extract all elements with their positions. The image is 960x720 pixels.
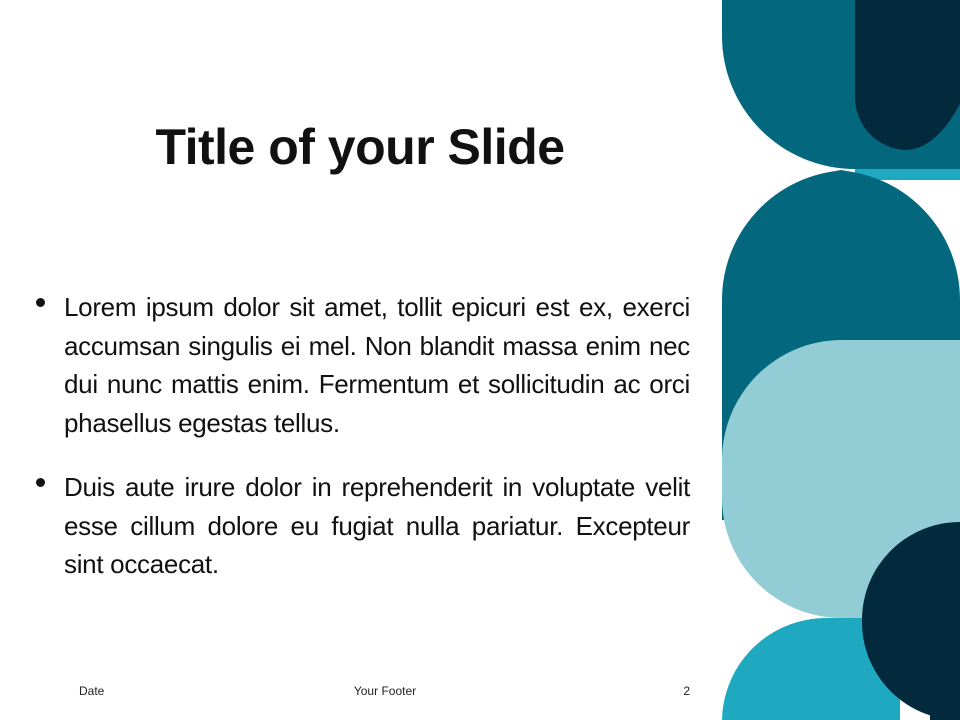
bullet-dot-icon xyxy=(36,478,45,487)
page-number: 2 xyxy=(683,684,690,698)
bullet-item xyxy=(32,468,690,584)
bullet-text: Duis aute irure dolor in reprehenderit in voluptate velit esse cillum dolore eu fugiat nulla pariatur. Excepteur sint occaecat. xyxy=(64,472,690,579)
navy-bottom-fill xyxy=(930,600,960,720)
bullet-list xyxy=(32,288,690,610)
navy-top-shape xyxy=(855,0,960,150)
footer-date: Date xyxy=(79,684,105,698)
bullet-text: Lorem ipsum dolor sit amet, tollit epicuri est ex, exerci accumsan singulis ei mel. Non blandit massa enim nec dui nunc mattis enim. Fermentum et sollicitudin ac orci phasellus egestas tellus. xyxy=(64,292,690,438)
footer-text: Your Footer xyxy=(353,684,417,698)
slide-title: Title of your Slide xyxy=(155,119,565,175)
bullet-item xyxy=(32,288,690,442)
bullet-dot-icon xyxy=(36,298,45,307)
